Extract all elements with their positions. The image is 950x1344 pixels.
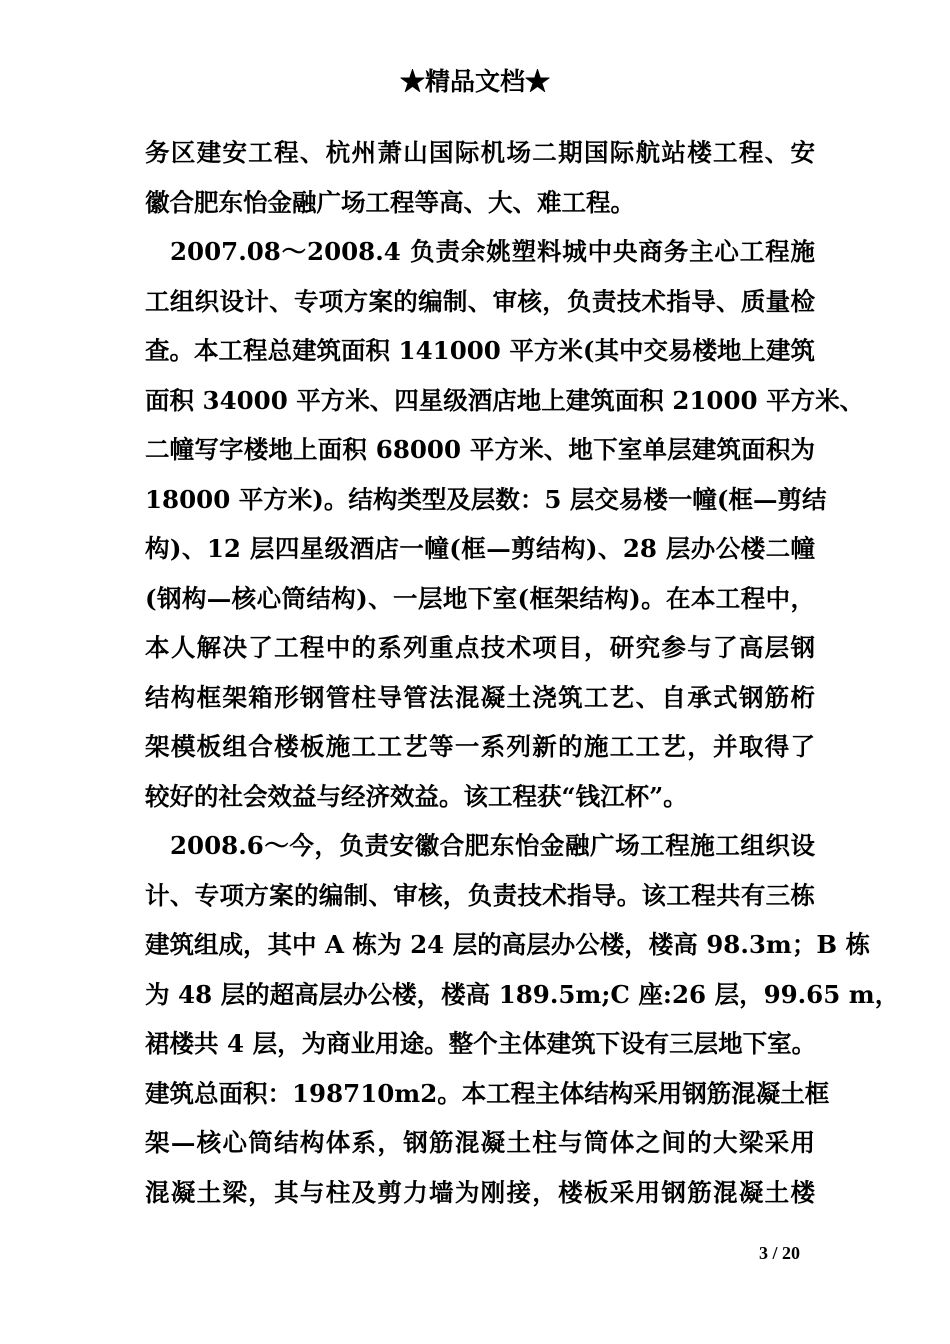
body-line: 2007.08～2008.4 负责余姚塑料城中央商务主心工程施: [170, 237, 815, 266]
body-line: 较好的社会效益与经济效益。该工程获“钱江杯”。: [145, 781, 688, 811]
body-line: 2008.6～今，负责安徽合肥东怡金融广场工程施工组织设: [170, 831, 815, 860]
body-line: 结构框架箱形钢管柱导管法混凝土浇筑工艺、自承式钢筋桁: [145, 682, 815, 712]
body-line: 架模板组合楼板施工工艺等一系列新的施工工艺，并取得了: [145, 732, 815, 761]
body-line: 务区建安工程、杭州萧山国际机场二期国际航站楼工程、安: [145, 138, 815, 167]
body-line: 建筑总面积：198710m2。本工程主体结构采用钢筋混凝土框: [145, 1078, 830, 1108]
body-line: 裙楼共 4 层，为商业用途。整个主体建筑下设有三层地下室。: [145, 1029, 817, 1058]
body-line: 18000 平方米)。结构类型及层数：5 层交易楼一幢(框—剪结: [145, 484, 827, 514]
body-line: 徽合肥东怡金融广场工程等高、大、难工程。: [145, 187, 635, 217]
page-number: 3 / 20: [758, 1243, 800, 1263]
body-line: 本人解决了工程中的系列重点技术项目，研究参与了高层钢: [145, 633, 815, 662]
body-line: 建筑组成，其中 A 栋为 24 层的高层办公楼，楼高 98.3m；B 栋: [145, 930, 871, 959]
body-line: (钢构—核心筒结构)、一层地下室(框架结构)。在本工程中，: [145, 583, 815, 613]
body-line: 构)、12 层四星级酒店一幢(框—剪结构)、28 层办公楼二幢: [145, 534, 815, 563]
body-line: 计、专项方案的编制、审核，负责技术指导。该工程共有三栋: [145, 880, 815, 910]
document-header-title: ★精品文档★: [399, 67, 550, 96]
body-line: 混凝土梁，其与柱及剪力墙为刚接，楼板采用钢筋混凝土楼: [145, 1177, 815, 1207]
document-body: [145, 128, 900, 1217]
body-line: 面积 34000 平方米、四星级酒店地上建筑面积 21000 平方米、: [145, 385, 865, 415]
body-line: 查。本工程总建筑面积 141000 平方米(其中交易楼地上建筑: [145, 336, 815, 365]
body-line: 二幢写字楼地上面积 68000 平方米、地下室单层建筑面积为: [145, 435, 815, 464]
body-line: 架—核心筒结构体系，钢筋混凝土柱与筒体之间的大梁采用: [145, 1128, 815, 1157]
body-line: 工组织设计、专项方案的编制、审核，负责技术指导、质量检: [145, 286, 815, 316]
body-line: 为 48 层的超高层办公楼，楼高 189.5m;C 座:26 层，99.65 m，: [145, 979, 900, 1009]
